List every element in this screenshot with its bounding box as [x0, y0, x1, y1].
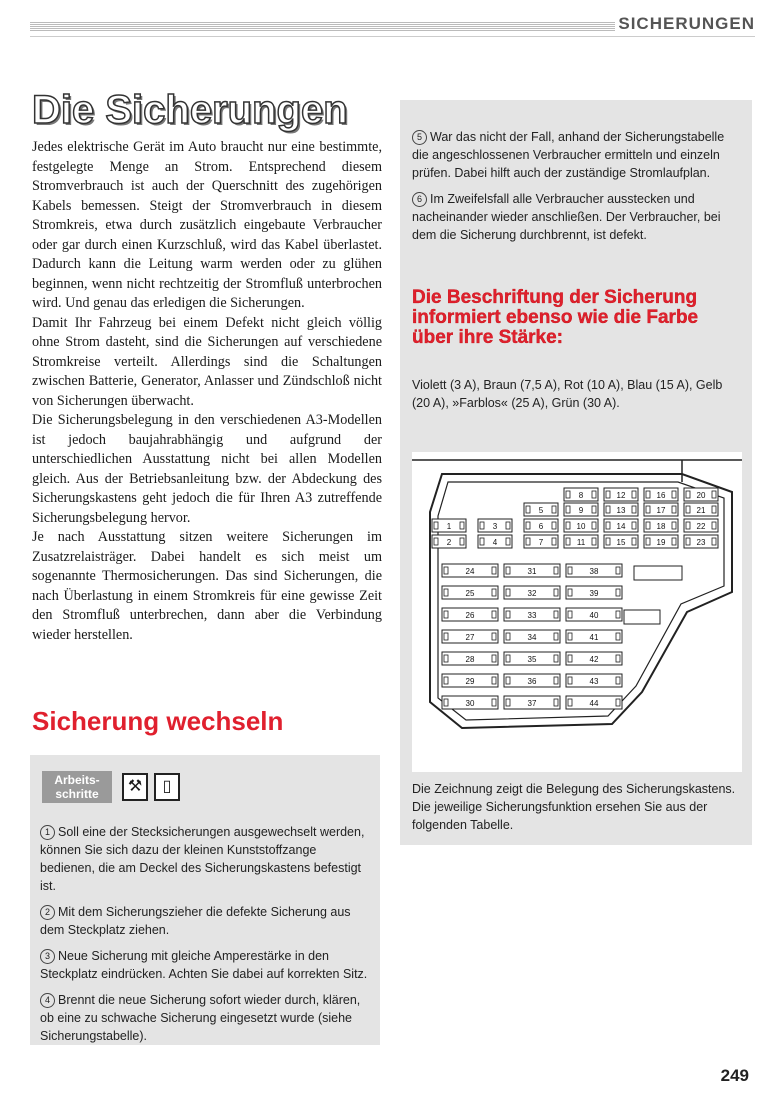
fuse-label: 5: [538, 506, 544, 515]
fuse-label: 8: [578, 491, 584, 500]
fuse-label: 12: [616, 491, 626, 500]
relay-slot: [624, 610, 660, 624]
fuse-label: 20: [696, 491, 706, 500]
fuse-label: 14: [616, 522, 626, 531]
fuse-label: 3: [492, 522, 498, 531]
fuse-label: 40: [589, 611, 599, 620]
page-number: 249: [720, 1066, 749, 1085]
step-item: 2 Mit dem Sicherungszieher die defekte Sicherung aus dem Steckplatz ziehen.: [40, 905, 351, 937]
fuse-label: 42: [589, 655, 599, 664]
section-header: SICHERUNGEN: [618, 14, 755, 33]
fuse-color-heading: Die Beschriftung der Sicherung informiert ebenso wie die Farbe über ihre Stärke:: [412, 287, 699, 348]
fuse-box-diagram: [412, 452, 742, 772]
work-steps-box: [30, 755, 380, 1045]
fuse-icon: ▯: [154, 773, 180, 801]
diagram-caption: Die Zeichnung zeigt die Belegung des Sicherungskastens. Die jeweilige Sicherungsfunktion ersehen Sie aus der folgenden Tabelle.: [412, 782, 736, 832]
fuse-label: 30: [465, 699, 475, 708]
step-item: 1 Soll eine der Stecksicherungen ausgewechselt werden, können Sie sich dazu der kleinen Kunststoffzange bedienen, die am Deckel des Sicherungskastens befestigt ist.: [40, 825, 365, 893]
fuse-label: 19: [656, 538, 666, 547]
fuse-label: 10: [576, 522, 586, 531]
fuse-label: 33: [527, 611, 537, 620]
header-stripe: [30, 22, 615, 31]
step-item: 6 Im Zweifelsfall alle Verbraucher ausstecken und nacheinander wieder anschließen. Der Verbraucher, bei dem die Sicherung durchbrennt, ist defekt.: [412, 192, 721, 242]
fuse-label: 32: [527, 589, 537, 598]
fuse-label: 22: [696, 522, 706, 531]
step-item: 3 Neue Sicherung mit gleiche Amperestärke in den Steckplatz eindrücken. Achten Sie dabei auf korrekten Sitz.: [40, 949, 368, 981]
fuse-label: 2: [446, 538, 452, 547]
fuse-label: 41: [589, 633, 599, 642]
step-item: 4 Brennt die neue Sicherung sofort wieder durch, klären, ob eine zu schwache Sicherung eingesetzt wurde (siehe Sicherungstabelle).: [40, 993, 361, 1043]
pliers-icon: ⚒: [122, 773, 148, 801]
fuse-label: 43: [589, 677, 599, 686]
fuse-label: 38: [589, 567, 599, 576]
relay-slot: [634, 566, 682, 580]
fuse-label: 29: [465, 677, 475, 686]
fuse-label: 34: [527, 633, 537, 642]
fuse-label: 27: [465, 633, 475, 642]
fuse-label: 13: [616, 506, 626, 515]
work-steps-badge: Arbeits-schritte: [42, 771, 112, 803]
fuse-color-list: Violett (3 A), Braun (7,5 A), Rot (10 A), Blau (15 A), Gelb (20 A), »Farblos« (25 A), Grün (30 A).: [412, 378, 723, 410]
fuse-label: 11: [576, 538, 586, 547]
intro-paragraph: Jedes elektrische Gerät im Auto braucht nur eine bestimmte, festgelegte Menge an Strom. Entsprechend diesem Stromverbrauch ist auch der Querschnitt des zugehörigen Kabels bemessen. Steigt der Stromverbrauch in diesem Stromkreis, etwa durch zusätzlich eingebaute Verbraucher oder gar durch einen Kurzschluß, wird das Kabel überlastet. Dadurch kann die Leitung warm werden oder zu glühen beginnen, wenn nicht rechtzeitig der Stromfluß unterbrochen wird. Und genau das erledigen die Sicherungen.: [32, 139, 382, 311]
fuse-label: 37: [527, 699, 537, 708]
section-subtitle: Sicherung wechseln: [32, 706, 284, 736]
intro-paragraph: Damit Ihr Fahrzeug bei einem Defekt nicht gleich völlig ohne Strom dasteht, sind die Sicherungen auf verschiedene Stromkreise verteilt. Allerdings sind die Schaltungen zwischen Batterie, Generator, Anlasser und Zündschloß nicht von Sicherungen überwacht.: [32, 314, 382, 409]
fuse-label: 1: [446, 522, 452, 531]
fuse-label: 25: [465, 589, 475, 598]
fuse-label: 28: [465, 655, 475, 664]
fuse-label: 7: [538, 538, 544, 547]
fuse-label: 9: [578, 506, 584, 515]
fuse-label: 6: [538, 522, 544, 531]
fuse-label: 4: [492, 538, 498, 547]
fuse-label: 26: [465, 611, 475, 620]
fuse-label: 23: [696, 538, 706, 547]
fuse-label: 18: [656, 522, 666, 531]
intro-paragraph: Je nach Ausstattung sitzen weitere Sicherungen im Zusatzrelaisträger. Dabei handelt es sich meist um sogenannte Thermosicherungen. Das sind Sicherungen, die nach Überlastung in einem Stromkreis für eine gewisse Zeit den Stromfluß unterbrechen, dann aber die Verbindung wieder herstellen.: [32, 529, 382, 643]
page-title: Die Sicherungen: [32, 88, 348, 132]
intro-paragraph: Die Sicherungsbelegung in den verschiedenen A3-Modellen ist jedoch baujahrabhängig und aufgrund der unterschiedlichen Ausstattung nicht bei allen Modellen gleich. Aus der Betriebsanleitung bzw. der Abdeckung des Sicherungskastens geht jedoch die für Ihren A3 zutreffende Sicherungsbelegung hervor.: [32, 412, 382, 526]
fuse-label: 21: [696, 506, 706, 515]
fuse-label: 36: [527, 677, 537, 686]
fuse-label: 24: [465, 567, 475, 576]
header-rule: [30, 36, 755, 37]
fuse-label: 15: [616, 538, 626, 547]
step-item: 5 War das nicht der Fall, anhand der Sicherungstabelle die angeschlossenen Verbraucher ermitteln und einzeln prüfen. Dabei hilft auch der zuständige Stromlaufplan.: [412, 130, 725, 180]
fuse-label: 16: [656, 491, 666, 500]
fuse-label: 35: [527, 655, 537, 664]
fuse-label: 31: [527, 567, 537, 576]
fuse-label: 44: [589, 699, 599, 708]
fuse-label: 39: [589, 589, 599, 598]
fuse-label: 17: [656, 506, 666, 515]
right-info-box: [400, 100, 752, 845]
intro-text: [32, 138, 382, 645]
